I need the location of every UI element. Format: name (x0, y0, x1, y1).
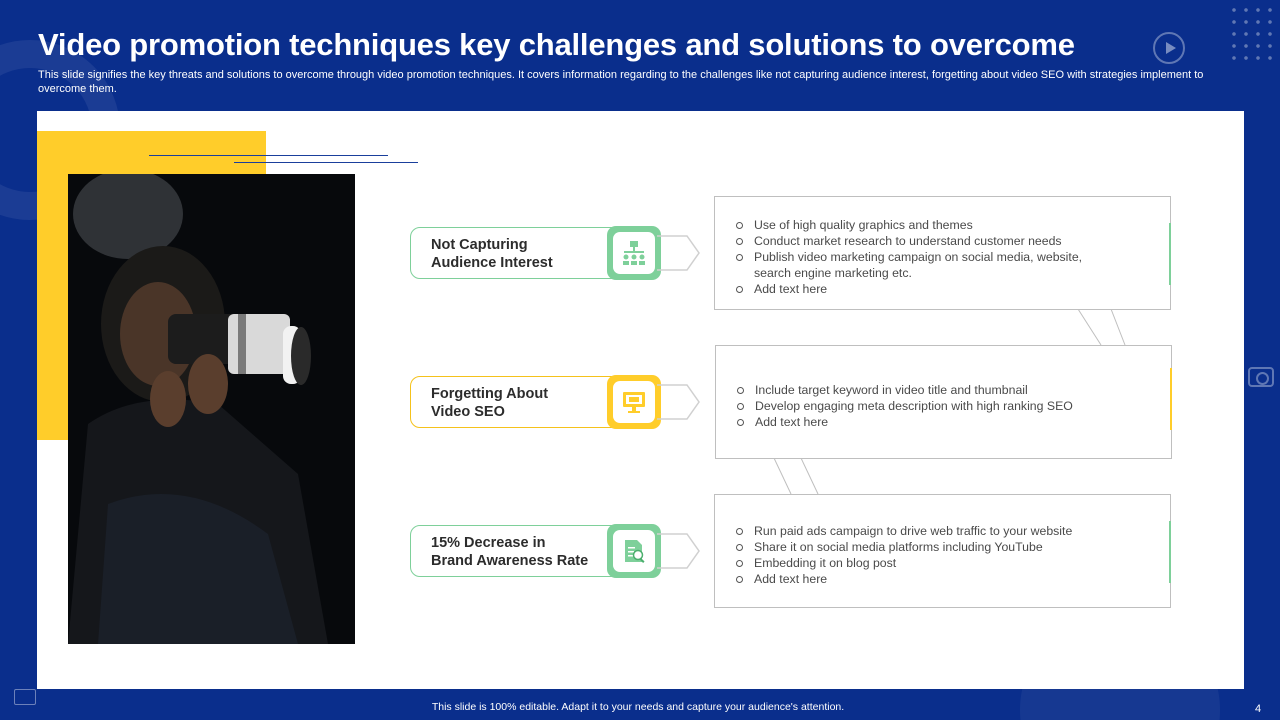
content-panel (37, 111, 1244, 689)
solution-accent-bar (1170, 368, 1172, 430)
speech-connector (1077, 309, 1127, 347)
solution-item: Share it on social media platforms including YouTube (735, 539, 1115, 555)
challenge-title-line: Brand Awareness Rate (431, 553, 589, 569)
solution-box (714, 494, 1171, 608)
arrow-connector (655, 234, 701, 272)
page-number: 4 (1255, 703, 1262, 715)
report-search-icon (621, 538, 647, 564)
solution-item: Publish video marketing campaign on social media, website, search engine marketing etc. (735, 249, 1115, 281)
solution-list (735, 217, 1115, 297)
accent-line (234, 162, 418, 163)
accent-line (149, 155, 388, 156)
challenge-title-line: Forgetting About (431, 386, 549, 402)
challenge-icon-box (607, 226, 661, 280)
solution-item: Conduct market research to understand customer needs (735, 233, 1115, 249)
solution-box (715, 345, 1172, 459)
arrow-connector (655, 532, 701, 570)
solution-item: Include target keyword in video title and thumbnail (736, 382, 1116, 398)
speech-connector (773, 458, 823, 496)
challenge-title-line: Audience Interest (431, 255, 553, 271)
solution-accent-bar (1169, 223, 1171, 285)
solution-item: Add text here (735, 571, 1115, 587)
solution-item: Use of high quality graphics and themes (735, 217, 1115, 233)
footer-note: This slide is 100% editable. Adapt it to your needs and capture your audience's attention. (431, 701, 845, 713)
challenge-card (410, 227, 660, 279)
play-icon[interactable] (1153, 32, 1185, 64)
challenge-title-line: Video SEO (431, 404, 505, 420)
seo-monitor-icon (621, 389, 647, 415)
challenge-icon-box (607, 375, 661, 429)
photographer-image (68, 174, 355, 644)
solution-list (736, 382, 1116, 430)
solution-item: Develop engaging meta description with high ranking SEO (736, 398, 1116, 414)
slide-title: Video promotion techniques key challenges and solutions to overcome (38, 27, 1075, 62)
challenge-title-line: Not Capturing (431, 237, 528, 253)
camera-icon[interactable] (1248, 367, 1274, 387)
slide-subtitle: This slide signifies the key threats and solutions to overcome through video promotion techniques. It covers information regarding to the challenges like not capturing audience interest, forgetting about video SEO with strategies implement to overcome them. (38, 69, 1204, 95)
challenge-card (410, 525, 660, 577)
solution-item: Add text here (735, 281, 1115, 297)
hierarchy-icon (621, 240, 647, 266)
solution-item: Embedding it on blog post (735, 555, 1115, 571)
solution-list (735, 523, 1115, 587)
solution-box (714, 196, 1171, 310)
solution-item: Run paid ads campaign to drive web traffic to your website (735, 523, 1115, 539)
dot-grid-decoration (1228, 4, 1276, 64)
solution-accent-bar (1169, 521, 1171, 583)
arrow-connector (655, 383, 701, 421)
solution-item: Add text here (736, 414, 1116, 430)
challenge-title-line: 15% Decrease in (431, 535, 546, 551)
challenge-card (410, 376, 660, 428)
challenge-icon-box (607, 524, 661, 578)
